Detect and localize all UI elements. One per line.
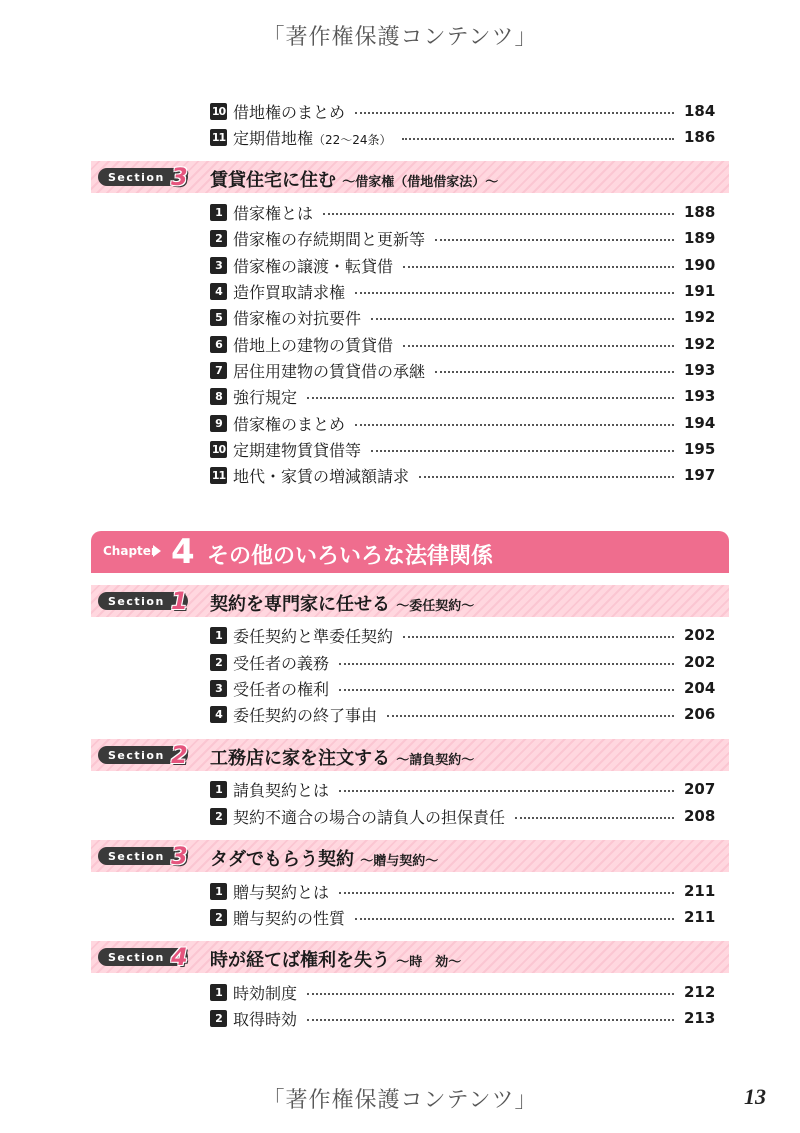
entry-page: 204 — [684, 679, 716, 697]
entry-number: 4 — [210, 706, 227, 723]
section-header-4[interactable] — [91, 941, 729, 973]
entry-page: 191 — [684, 282, 716, 300]
entry-title: 借家権の対抗要件 — [233, 308, 362, 328]
dot-leader — [435, 370, 674, 373]
entry-page: 190 — [684, 256, 716, 274]
dot-leader — [323, 212, 674, 215]
entry-title: 強行規定 — [233, 387, 298, 407]
entry-title: 造作買取請求権 — [233, 282, 346, 302]
section-title — [210, 590, 474, 616]
toc-entry[interactable] — [210, 1006, 714, 1030]
toc-entry[interactable] — [210, 200, 714, 224]
dot-leader — [435, 238, 674, 241]
toc-entry[interactable] — [210, 253, 714, 277]
toc-entry[interactable] — [210, 905, 714, 929]
entry-title: 契約不適合の場合の請負人の担保責任 — [233, 807, 506, 827]
toc-entry[interactable] — [210, 650, 714, 674]
toc-entry[interactable] — [210, 384, 714, 408]
entry-number: 1 — [210, 984, 227, 1001]
section-number: 1 — [171, 587, 188, 615]
toc-entry[interactable] — [210, 777, 714, 801]
dot-leader — [371, 317, 674, 320]
entry-title: 贈与契約の性質 — [233, 908, 346, 928]
chapter-arrow-icon — [153, 545, 161, 557]
dot-leader — [339, 891, 674, 894]
entry-page: 197 — [684, 466, 716, 484]
entry-title: 受任者の義務 — [233, 653, 330, 673]
entry-number: 1 — [210, 883, 227, 900]
toc-entry[interactable] — [210, 125, 714, 149]
entry-page: 195 — [684, 440, 716, 458]
chapter-header[interactable] — [91, 531, 729, 573]
section-header-2[interactable] — [91, 739, 729, 771]
section-badge: Section — [98, 592, 188, 610]
entry-page: 206 — [684, 705, 716, 723]
section-title-text: 時が経てば権利を失う — [210, 950, 390, 971]
entry-number: 11 — [211, 468, 226, 482]
entry-page: 189 — [684, 229, 716, 247]
watermark-bottom: 「著作権保護コンテンツ」 — [262, 1088, 538, 1113]
toc-entry[interactable] — [210, 879, 714, 903]
dot-leader — [402, 137, 674, 140]
entry-number: 10 — [211, 442, 226, 456]
entry-number: 6 — [210, 336, 227, 353]
dot-leader — [307, 1018, 674, 1021]
entry-title: 受任者の権利 — [233, 679, 330, 699]
entry-number: 10 — [211, 104, 226, 118]
entry-title: 請負契約とは — [233, 780, 330, 800]
entry-page: 192 — [684, 335, 716, 353]
section-header-1[interactable] — [91, 585, 729, 617]
chapter-label: Chapter — [103, 544, 157, 558]
chapter-title: その他のいろいろな法律関係 — [207, 544, 494, 569]
entry-page: 207 — [684, 780, 716, 798]
entry-title: 委任契約と準委任契約 — [233, 626, 394, 646]
toc-entry[interactable] — [210, 99, 714, 123]
toc-entry[interactable] — [210, 980, 714, 1004]
dot-leader — [515, 816, 674, 819]
entry-page: 188 — [684, 203, 716, 221]
toc-entry[interactable] — [210, 804, 714, 828]
entry-title: 地代・家賃の増減額請求 — [233, 466, 410, 486]
entry-page: 192 — [684, 308, 716, 326]
dot-leader — [419, 475, 674, 478]
dot-leader — [403, 635, 674, 638]
entry-number: 2 — [210, 808, 227, 825]
entry-title: 借家権のまとめ — [233, 414, 346, 434]
entry-number: 2 — [210, 1010, 227, 1027]
entry-number: 2 — [210, 654, 227, 671]
dot-leader — [355, 111, 674, 114]
page-number: 13 — [744, 1084, 766, 1109]
section-title — [210, 946, 461, 972]
dot-leader — [355, 423, 674, 426]
entry-title: 贈与契約とは — [233, 882, 330, 902]
toc-entry[interactable] — [210, 411, 714, 435]
dot-leader — [403, 344, 674, 347]
section-badge: Section — [98, 746, 188, 764]
entry-title: 定期建物賃貸借等 — [233, 440, 362, 460]
section-number: 4 — [171, 943, 188, 971]
entry-number: 1 — [210, 627, 227, 644]
entry-number: 1 — [210, 204, 227, 221]
section-header-3b[interactable] — [91, 840, 729, 872]
toc-entry[interactable] — [210, 463, 714, 487]
toc-entry[interactable] — [210, 226, 714, 250]
toc-entry[interactable] — [210, 305, 714, 329]
dot-leader — [387, 714, 674, 717]
dot-leader — [307, 396, 674, 399]
toc-entry[interactable] — [210, 702, 714, 726]
entry-page: 194 — [684, 414, 716, 432]
entry-title — [233, 126, 392, 149]
toc-entry[interactable] — [210, 437, 714, 461]
section-header-3[interactable] — [91, 161, 729, 193]
section-badge: Section — [98, 847, 188, 865]
entry-page: 212 — [684, 983, 716, 1001]
section-number: 3 — [171, 163, 188, 191]
dot-leader — [339, 662, 674, 665]
entry-title: 時効制度 — [233, 983, 298, 1003]
section-subtitle: ～請負契約～ — [396, 753, 475, 768]
entry-page: 184 — [684, 102, 716, 120]
dot-leader — [307, 992, 674, 995]
toc-entry[interactable] — [210, 676, 714, 700]
entry-page: 193 — [684, 387, 716, 405]
toc-entry[interactable] — [210, 332, 714, 356]
section-number: 2 — [171, 741, 188, 769]
dot-leader — [403, 265, 674, 268]
entry-title: 委任契約の終了事由 — [233, 705, 378, 725]
section-title-text: タダでもらう契約 — [210, 849, 354, 870]
entry-number: 8 — [210, 388, 227, 405]
dot-leader — [355, 291, 674, 294]
entry-page: 208 — [684, 807, 716, 825]
section-title-text: 賃貸住宅に住む — [210, 170, 336, 191]
dot-leader — [371, 449, 674, 452]
entry-title: 借家権の譲渡・転貸借 — [233, 256, 394, 276]
entry-page: 211 — [684, 882, 716, 900]
dot-leader — [339, 688, 674, 691]
entry-number: 4 — [210, 283, 227, 300]
section-badge: Section — [98, 948, 188, 966]
dot-leader — [355, 917, 674, 920]
toc-entry[interactable] — [210, 279, 714, 303]
entry-page: 202 — [684, 653, 716, 671]
entry-number: 2 — [210, 230, 227, 247]
chapter-number: 4 — [171, 532, 195, 572]
entry-number: 5 — [210, 309, 227, 326]
entry-note: （22～24条） — [313, 132, 392, 147]
entry-title: 借家権とは — [233, 203, 314, 223]
entry-number: 1 — [210, 781, 227, 798]
entry-page: 202 — [684, 626, 716, 644]
entry-title: 借地上の建物の賃貸借 — [233, 335, 394, 355]
section-title — [210, 166, 498, 192]
section-subtitle: ～贈与契約～ — [360, 854, 439, 869]
section-title-text: 契約を専門家に任せる — [210, 594, 390, 615]
entry-number: 3 — [210, 680, 227, 697]
section-subtitle: ～委任契約～ — [396, 599, 475, 614]
toc-entry[interactable] — [210, 623, 714, 647]
section-badge: Section — [98, 168, 188, 186]
entry-number: 11 — [211, 130, 226, 144]
entry-number: 3 — [210, 257, 227, 274]
section-subtitle: ～時 効～ — [396, 955, 462, 970]
section-title — [210, 845, 438, 871]
entry-page: 211 — [684, 908, 716, 926]
entry-title-text: 定期借地権 — [233, 128, 314, 148]
entry-title: 借家権の存続期間と更新等 — [233, 229, 426, 249]
entry-page: 186 — [684, 128, 716, 146]
entry-page: 193 — [684, 361, 716, 379]
entry-page: 213 — [684, 1009, 716, 1027]
entry-title: 取得時効 — [233, 1009, 298, 1029]
section-title-text: 工務店に家を注文する — [210, 748, 390, 769]
section-title — [210, 744, 474, 770]
section-number: 3 — [171, 842, 188, 870]
watermark-top: 「著作権保護コンテンツ」 — [262, 25, 538, 50]
toc-entry[interactable] — [210, 358, 714, 382]
entry-number: 2 — [210, 909, 227, 926]
entry-title: 借地権のまとめ — [233, 102, 346, 122]
entry-title: 居住用建物の賃貸借の承継 — [233, 361, 426, 381]
entry-number: 9 — [210, 415, 227, 432]
section-subtitle: ～借家権（借地借家法）～ — [342, 175, 499, 190]
entry-number: 7 — [210, 362, 227, 379]
dot-leader — [339, 789, 674, 792]
